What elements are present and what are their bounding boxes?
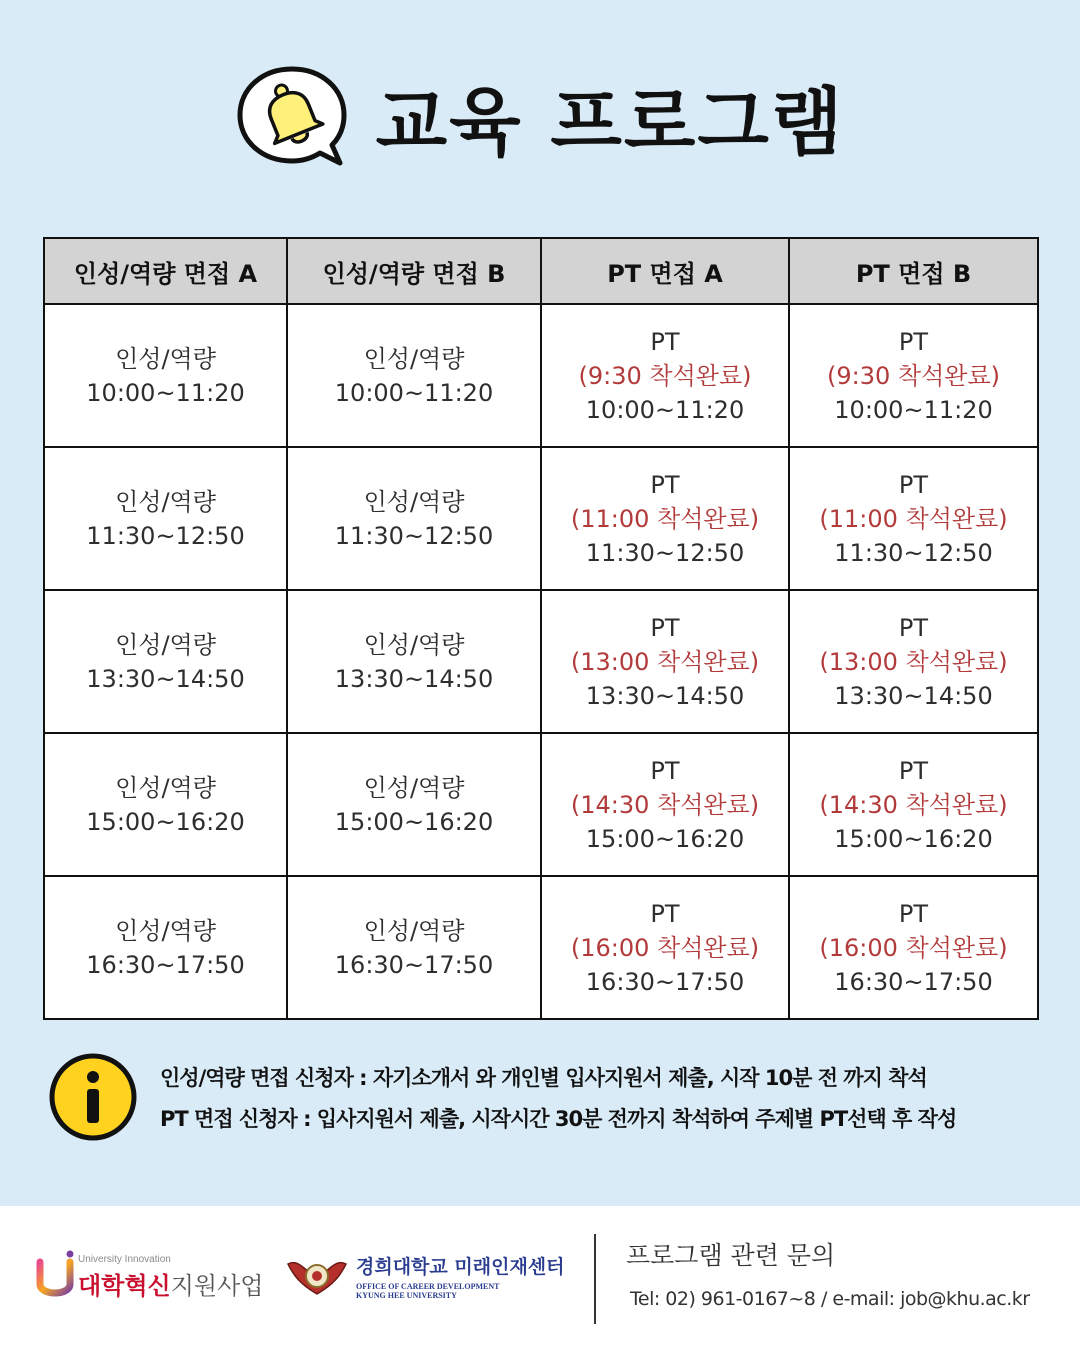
table-cell xyxy=(789,447,1038,590)
cell-time: 11:30~12:50 xyxy=(334,521,494,550)
khu-emblem-logo xyxy=(286,1254,348,1300)
cell-note: (14:30 착석완료) xyxy=(819,790,1008,819)
cell-label: PT xyxy=(650,899,680,928)
table-row xyxy=(44,876,1038,1019)
table-cell xyxy=(287,304,541,447)
cell-time: 10:00~11:20 xyxy=(86,378,245,407)
cell-time: 11:30~12:50 xyxy=(834,538,993,567)
logo2-title: 경희대학교 미래인재센터 xyxy=(356,1256,565,1278)
page-title: 교육 프로그램 xyxy=(375,80,845,166)
table-cell xyxy=(789,733,1038,876)
page-header xyxy=(0,62,1080,172)
cell-label: 인성/역량 xyxy=(115,344,216,373)
cell-time: 16:30~17:50 xyxy=(834,967,993,996)
cell-note: (14:30 착석완료) xyxy=(570,790,760,819)
footer-divider xyxy=(594,1234,596,1324)
contact-title: 프로그램 관련 문의 xyxy=(626,1241,836,1270)
table-cell xyxy=(541,304,789,447)
logo-subtitle: University Innovation xyxy=(78,1254,171,1265)
table-cell xyxy=(44,447,287,590)
cell-label: 인성/역량 xyxy=(363,344,465,373)
cell-time: 15:00~16:20 xyxy=(86,807,245,836)
cell-label: 인성/역량 xyxy=(363,487,465,516)
khu-career-center-logo xyxy=(286,1248,576,1308)
cell-label: 인성/역량 xyxy=(115,630,216,659)
notice-line-pt: PT 면접 신청자 : 입사지원서 제출, 시작시간 30분 전까지 착석하여 주제별 PT선택 후 작성 xyxy=(160,1107,957,1131)
cell-time: 15:00~16:20 xyxy=(834,824,993,853)
table-cell xyxy=(541,733,789,876)
table-header-row xyxy=(44,238,1038,304)
cell-label: 인성/역량 xyxy=(115,916,216,945)
cell-label: PT xyxy=(898,899,929,928)
cell-label: PT xyxy=(898,613,929,642)
contact-info: Tel: 02) 961-0167~8 / e-mail: job@khu.ac.kr xyxy=(630,1288,1030,1310)
notice-line-personality: 인성/역량 면접 신청자 : 자기소개서 와 개인별 입사지원서 제출, 시작 10분 전 까지 착석 xyxy=(160,1066,927,1090)
table-cell xyxy=(287,733,541,876)
notice-box xyxy=(48,1052,1048,1142)
cell-time: 15:00~16:20 xyxy=(334,807,494,836)
cell-note: (11:00 착석완료) xyxy=(570,504,760,533)
table-cell xyxy=(287,590,541,733)
cell-label: PT xyxy=(898,327,929,356)
table-row xyxy=(44,447,1038,590)
table-row xyxy=(44,733,1038,876)
table-cell xyxy=(287,447,541,590)
cell-time: 16:30~17:50 xyxy=(334,950,494,979)
table-cell xyxy=(789,304,1038,447)
cell-time: 11:30~12:50 xyxy=(86,521,245,550)
schedule-table xyxy=(43,237,1039,1020)
table-cell xyxy=(789,876,1038,1019)
cell-note: (11:00 착석완료) xyxy=(819,504,1008,533)
table-cell xyxy=(789,590,1038,733)
cell-time: 13:30~14:50 xyxy=(334,664,494,693)
logo2-subtitle: OFFICE OF CAREER DEVELOPMENT KYUNG HEE UNIVERSITY xyxy=(356,1282,500,1300)
table-cell xyxy=(44,304,287,447)
table-cell xyxy=(541,590,789,733)
column-header: 인성/역량 면접 B xyxy=(287,238,541,304)
cell-note: (13:00 착석완료) xyxy=(570,647,760,676)
cell-note: (9:30 착석완료) xyxy=(827,361,1000,390)
cell-label: 인성/역량 xyxy=(115,487,216,516)
cell-note: (16:00 착석완료) xyxy=(819,933,1008,962)
table-cell xyxy=(541,447,789,590)
table-cell xyxy=(44,876,287,1019)
cell-note: (13:00 착석완료) xyxy=(819,647,1008,676)
cell-time: 15:00~16:20 xyxy=(585,824,745,853)
column-header: PT 면접 A xyxy=(541,238,789,304)
cell-time: 11:30~12:50 xyxy=(585,538,745,567)
table-row xyxy=(44,304,1038,447)
table-cell xyxy=(287,876,541,1019)
cell-time: 10:00~11:20 xyxy=(834,395,993,424)
table-cell xyxy=(44,590,287,733)
notice-text xyxy=(160,1058,1050,1140)
table-row xyxy=(44,590,1038,733)
cell-label: 인성/역량 xyxy=(115,773,216,802)
table-cell xyxy=(44,733,287,876)
university-innovation-logo xyxy=(36,1246,276,1306)
footer xyxy=(0,1206,1080,1350)
cell-label: PT xyxy=(650,756,680,785)
cell-label: PT xyxy=(650,613,680,642)
cell-label: PT xyxy=(898,756,929,785)
cell-time: 13:30~14:50 xyxy=(834,681,993,710)
cell-label: 인성/역량 xyxy=(363,630,465,659)
cell-label: PT xyxy=(650,327,680,356)
logo-title: 대학혁신지원사업 xyxy=(78,1272,264,1300)
bell-icon xyxy=(236,65,348,169)
cell-label: PT xyxy=(898,470,929,499)
column-header: PT 면접 B xyxy=(789,238,1038,304)
cell-label: 인성/역량 xyxy=(363,773,465,802)
info-icon xyxy=(48,1052,138,1142)
cell-time: 13:30~14:50 xyxy=(86,664,245,693)
table-cell xyxy=(541,876,789,1019)
column-header: 인성/역량 면접 A xyxy=(44,238,287,304)
cell-time: 10:00~11:20 xyxy=(334,378,494,407)
cell-time: 13:30~14:50 xyxy=(585,681,745,710)
cell-note: (16:00 착석완료) xyxy=(570,933,760,962)
cell-time: 16:30~17:50 xyxy=(86,950,245,979)
cell-note: (9:30 착석완료) xyxy=(578,361,752,390)
cell-label: PT xyxy=(650,470,680,499)
cell-time: 10:00~11:20 xyxy=(585,395,745,424)
cell-time: 16:30~17:50 xyxy=(585,967,745,996)
cell-label: 인성/역량 xyxy=(363,916,465,945)
